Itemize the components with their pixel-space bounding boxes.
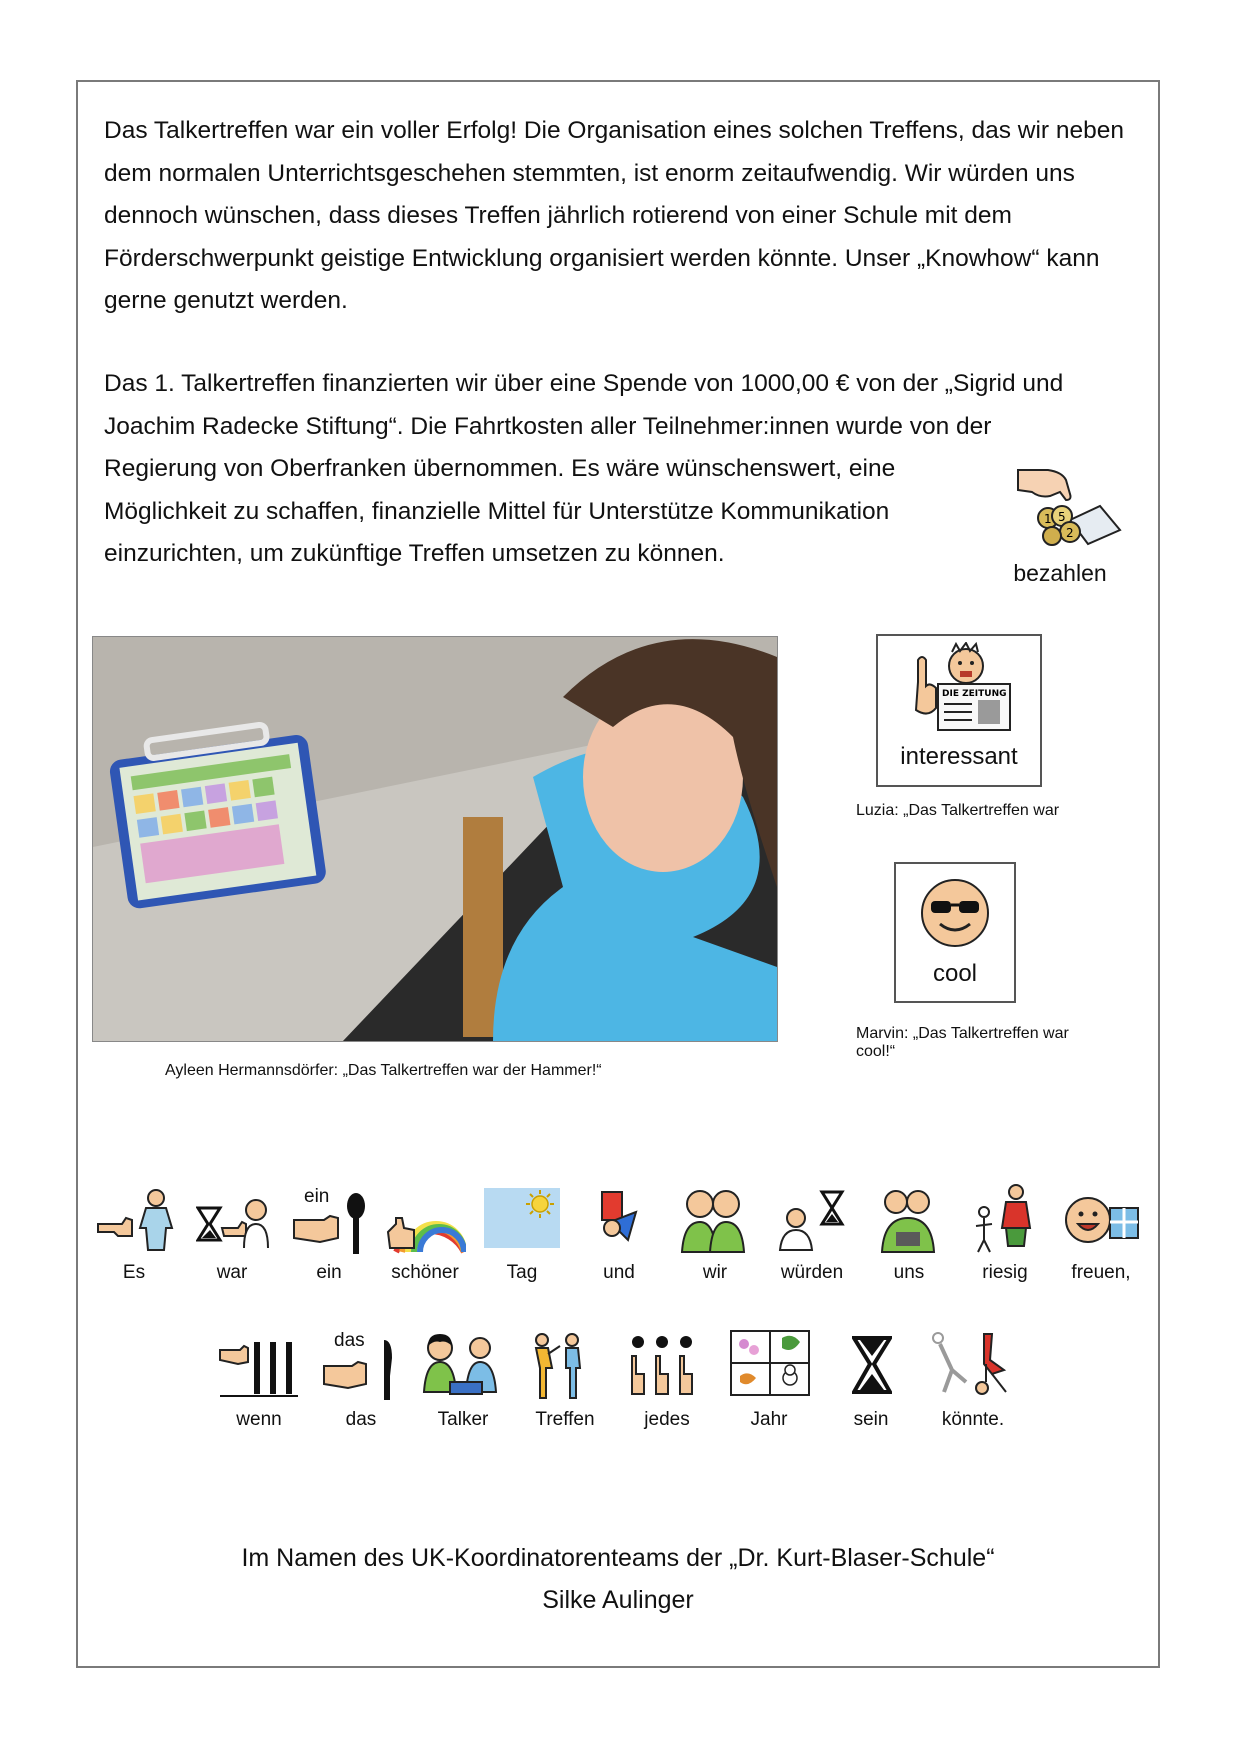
word-jahr: Jahr [750, 1409, 788, 1430]
word-es: Es [122, 1262, 146, 1283]
we-people-icon [678, 1188, 748, 1254]
marvin-caption: Marvin: „Das Talkertreffen war cool!“ [856, 1025, 1069, 1060]
photo-tablet-student [92, 636, 778, 1042]
word-ein: ein [316, 1262, 342, 1283]
would-person-icon [774, 1188, 848, 1252]
word-talker: Talker [437, 1409, 489, 1430]
word-riesig: riesig [982, 1262, 1028, 1283]
interessant-label: interessant [900, 743, 1018, 770]
signoff-line-2: Silke Aulinger [542, 1586, 694, 1614]
photo-caption: Ayleen Hermannsdörfer: „Das Talkertreffen war der Hammer!“ [165, 1062, 602, 1079]
coin-5-label: 5 [1058, 510, 1066, 524]
cool-card [894, 862, 1016, 1003]
one-pointer-icon [290, 1190, 370, 1256]
and-blocks-icon [596, 1188, 642, 1248]
us-people-icon [880, 1188, 936, 1254]
coin-1-label: 1 [1044, 512, 1052, 526]
hourglass-person-icon [196, 1194, 270, 1250]
ein-overlay-text: ein [304, 1186, 330, 1207]
word-war: war [216, 1262, 248, 1283]
rainbow-thumb-icon [386, 1188, 466, 1254]
pay-icon [1010, 462, 1122, 552]
hourglass-icon [852, 1334, 892, 1396]
word-treffen: Treffen [535, 1409, 595, 1430]
word-sein: sein [853, 1409, 889, 1430]
every-hands-icon [626, 1334, 702, 1398]
coin-2-label: 2 [1066, 526, 1074, 540]
newspaper-title: DIE ZEITUNG [942, 689, 1007, 699]
word-wenn: wenn [236, 1409, 282, 1430]
sunny-sky-icon [484, 1188, 560, 1248]
word-jedes: jedes [644, 1409, 690, 1430]
gift-smile-icon [1064, 1190, 1140, 1250]
interessant-card [876, 634, 1042, 787]
word-schoener: schöner [391, 1262, 459, 1283]
huge-height-icon [970, 1184, 1036, 1254]
photo-illustration [93, 637, 777, 1041]
signoff-line-1: Im Namen des UK-Koordinatorenteams der „Dr. Kurt-Blaser-Schule“ [241, 1544, 995, 1572]
year-seasons-icon [730, 1330, 810, 1396]
newspaper-reader-icon [908, 642, 1014, 734]
word-freuen: freuen, [1071, 1262, 1131, 1283]
paragraph-funding: Das 1. Talkertreffen finanzierten wir über eine Spende von 1000,00 € von der „Sigrid und Joachim Radecke Stiftung“. Die Fahrtkosten aller Teilnehmer:innen wurde von der [104, 370, 1064, 440]
sunglasses-smiley-icon [918, 876, 992, 950]
word-koennte: könnte. [941, 1409, 1005, 1430]
pointing-person-icon [96, 1188, 174, 1252]
word-wuerden: würden [780, 1262, 844, 1283]
cool-label: cool [932, 960, 978, 987]
word-und: und [603, 1262, 635, 1283]
das-overlay-text: das [334, 1330, 365, 1351]
bezahlen-label: bezahlen [1013, 560, 1107, 586]
paragraph-funding-cont: Regierung von Oberfranken übernommen. Es wäre wünschenswert, eine Möglichkeit zu schaffen, finanzielle Mittel für Unterstütze Kommunikation einzurichten, um zukünftige Treffen umsetzen zu können. [104, 455, 896, 567]
paragraph-intro: Das Talkertreffen war ein voller Erfolg! Die Organisation eines solchen Treffens, das wir neben dem normalen Unterrichtsgeschehen stemmten, ist enorm zeitaufwendig. Wir würden uns dennoch wünschen, dass dieses Treffen jährlich rotierend von einer Schule mit dem Förderschwerpunkt geistige Entwicklung organisiert werden könnte. Unser „Knowhow“ kann gerne genutzt werden. [104, 117, 1125, 314]
the-pointer-icon [322, 1336, 398, 1402]
word-tag: Tag [506, 1262, 538, 1283]
talker-device-icon [420, 1332, 504, 1402]
could-acrobat-icon [932, 1330, 1012, 1398]
if-bars-icon [218, 1338, 300, 1400]
word-uns: uns [893, 1262, 925, 1283]
meeting-people-icon [526, 1332, 588, 1402]
word-das: das [345, 1409, 377, 1430]
word-wir: wir [702, 1262, 728, 1283]
luzia-caption: Luzia: „Das Talkertreffen war [856, 802, 1060, 819]
